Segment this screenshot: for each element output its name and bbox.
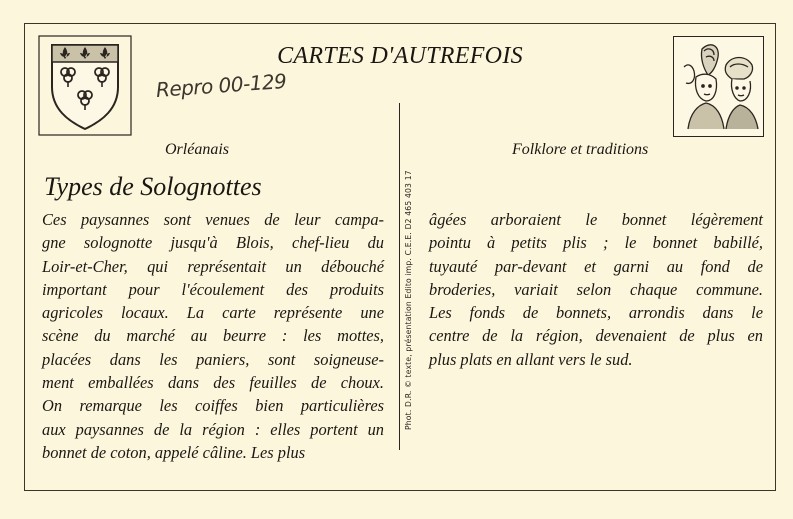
body-line: ment emballées dans des feuilles de choux. [42, 373, 384, 393]
region-label: Orléanais [165, 141, 229, 158]
body-line: plus plats en allant vers le sud. [429, 349, 633, 369]
photo-credit: Phot. D.R. © texte, présentation Edito imp. C.E.E. D2 465 403 17 [404, 170, 413, 430]
body-line: Ces paysannes sont venues de leur campa- [42, 210, 384, 229]
body-text-right [429, 208, 763, 371]
body-line: centre de la région, devenaient de plus en [429, 326, 763, 346]
body-line: Loir-et-Cher, qui représentait un débouché [42, 256, 384, 276]
body-line: placées dans les paniers, sont soigneuse- [42, 349, 384, 369]
body-line: On remarque les coiffes bien particulières [42, 396, 384, 416]
body-line: broderies, variait selon chaque commune. [429, 279, 763, 299]
body-text-left [42, 208, 384, 464]
series-title: CARTES D'AUTREFOIS [277, 43, 523, 69]
body-line: important pour l'écoulement des produits [42, 279, 384, 299]
body-line: Les fonds de bonnets, arrondis dans le [429, 303, 763, 323]
body-line: agricoles locaux. La carte représente une [42, 303, 384, 323]
category-label: Folklore et traditions [512, 141, 649, 158]
body-line: aux paysannes de la région : elles portent un [42, 419, 384, 439]
body-line: tuyauté par-devant et garni au fond de [429, 256, 763, 276]
archive-reference-note: Repro 00-129 [155, 68, 288, 102]
body-line: gne solognotte jusqu'à Blois, chef-lieu du [42, 233, 384, 253]
card-title: Types de Solognottes [44, 172, 262, 201]
coat-of-arms-icon [38, 35, 132, 136]
coiffe-portrait-illustration [673, 36, 764, 137]
center-divider [399, 103, 400, 450]
body-line: pointu à petits plis ; le bonnet babillé, [429, 233, 763, 253]
body-line: bonnet de coton, appelé câline. Les plus [42, 442, 306, 462]
body-line: âgées arboraient le bonnet légèrement [429, 210, 763, 229]
body-line: scène du marché au beurre : les mottes, [42, 326, 384, 346]
